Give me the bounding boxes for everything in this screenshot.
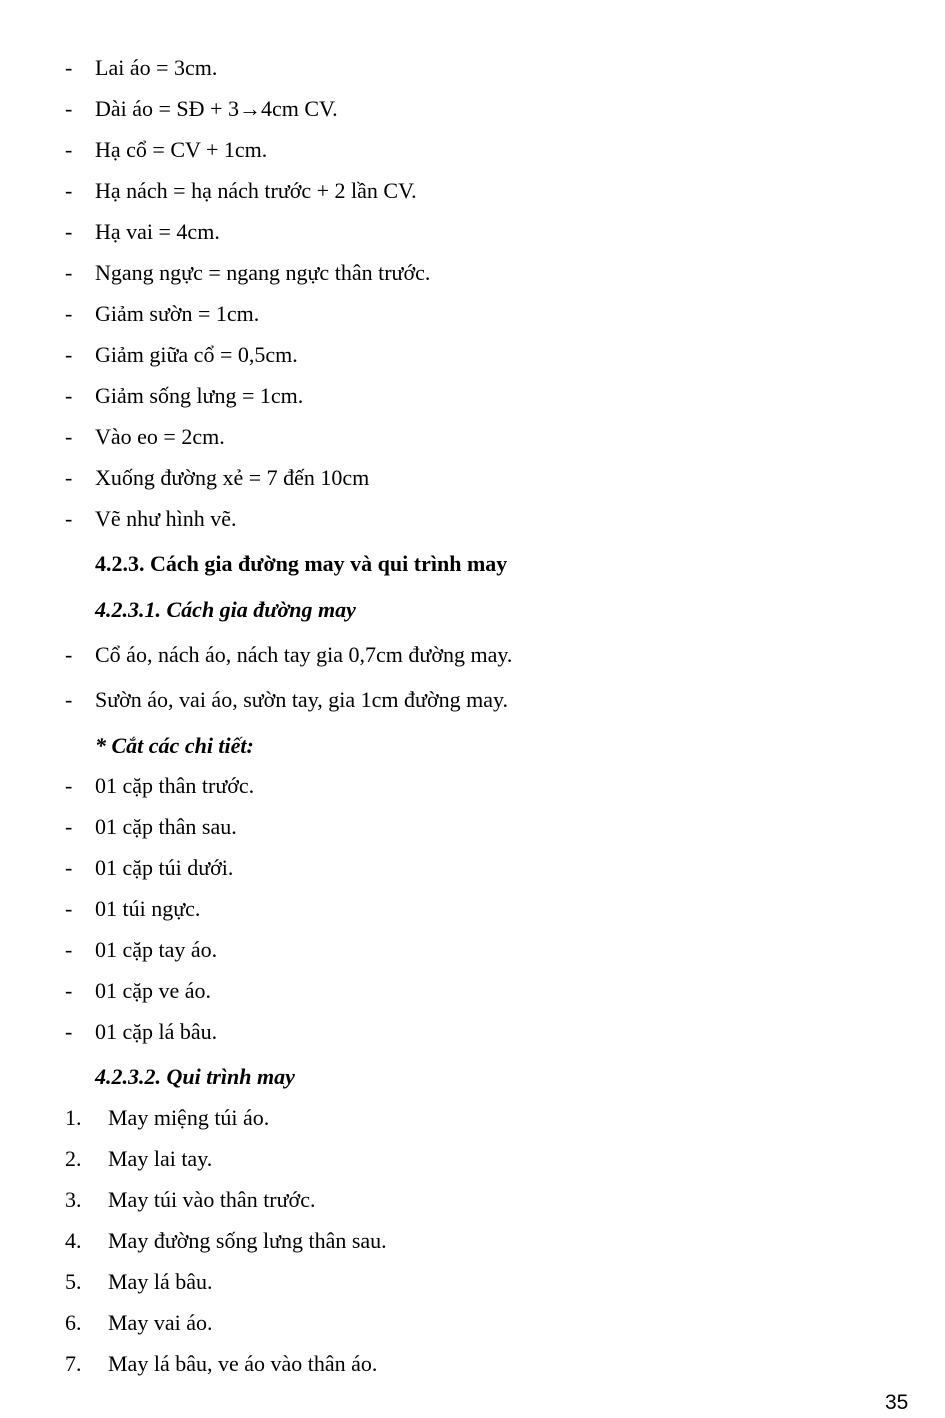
page-number: 35: [885, 1391, 909, 1414]
